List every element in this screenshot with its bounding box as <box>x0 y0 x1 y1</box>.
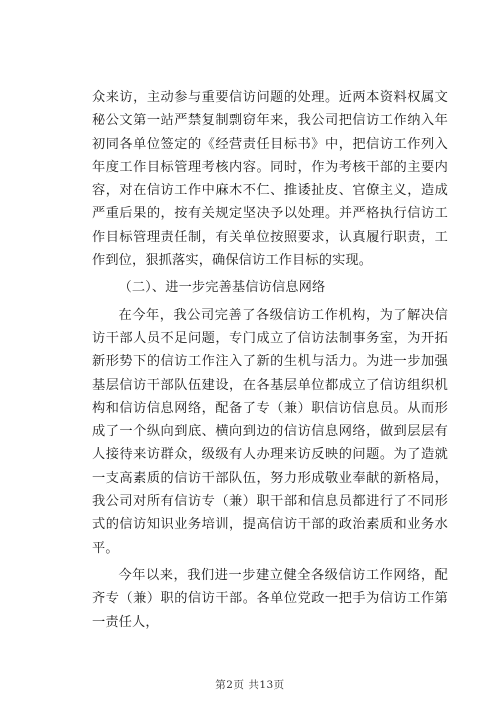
section-heading: （二）、进一步完善基信访信息网络 <box>118 280 326 296</box>
page-footer: 第2页 共13页 <box>215 679 285 691</box>
paragraph-network: 在今年，我公司完善了各级信访工作机构，为了解决信访干部人员不足问题，专门成立了信访法制事务室，为开拓新形势下的信访工作注入了新的生机与活力。为进一步加强基层信访干部队伍建设，在各基层单位都成立了信访组织机构和信访信息网络，配备了专（兼）职信访信息员。从而形成了一个纵向到底、横向到边的信访信息网络，做到层层有人接待来访群众，级级有人办理来访反映的问题。为了造就一支高素质的信访干部队伍，努力形成敬业奉献的新格局，我公司对所有信访专（兼）职干部和信息员都进行了不同形式的信访知识业务培训，提高信访干部的政治素质和业务水平。 <box>92 307 448 556</box>
paragraph-continuation: 众来访，主动参与重要信访问题的处理。近两本资料权属文秘公文第一站严禁复制剽窃年来，我公司把信访工作纳入年初同各单位签定的《经营责任目标书》中，把信访工作列入年度工作目标管理考核内容。同时，作为考核干部的主要内容，对在信访工作中麻木不仁、推诿扯皮、官僚主义，造成严重后果的，按有关规定坚决予以处理。并严格执行信访工作目标管理责任制，有关单位按照要求，认真履行职责，工作到位，狠抓落实，确保信访工作目标的实现。 <box>92 90 448 269</box>
document-body <box>92 86 448 634</box>
paragraph-this-year: 今年以来，我们进一步建立健全各级信访工作网络，配齐专（兼）职的信访干部。各单位党政一把手为信访工作第一责任人， <box>92 567 448 630</box>
